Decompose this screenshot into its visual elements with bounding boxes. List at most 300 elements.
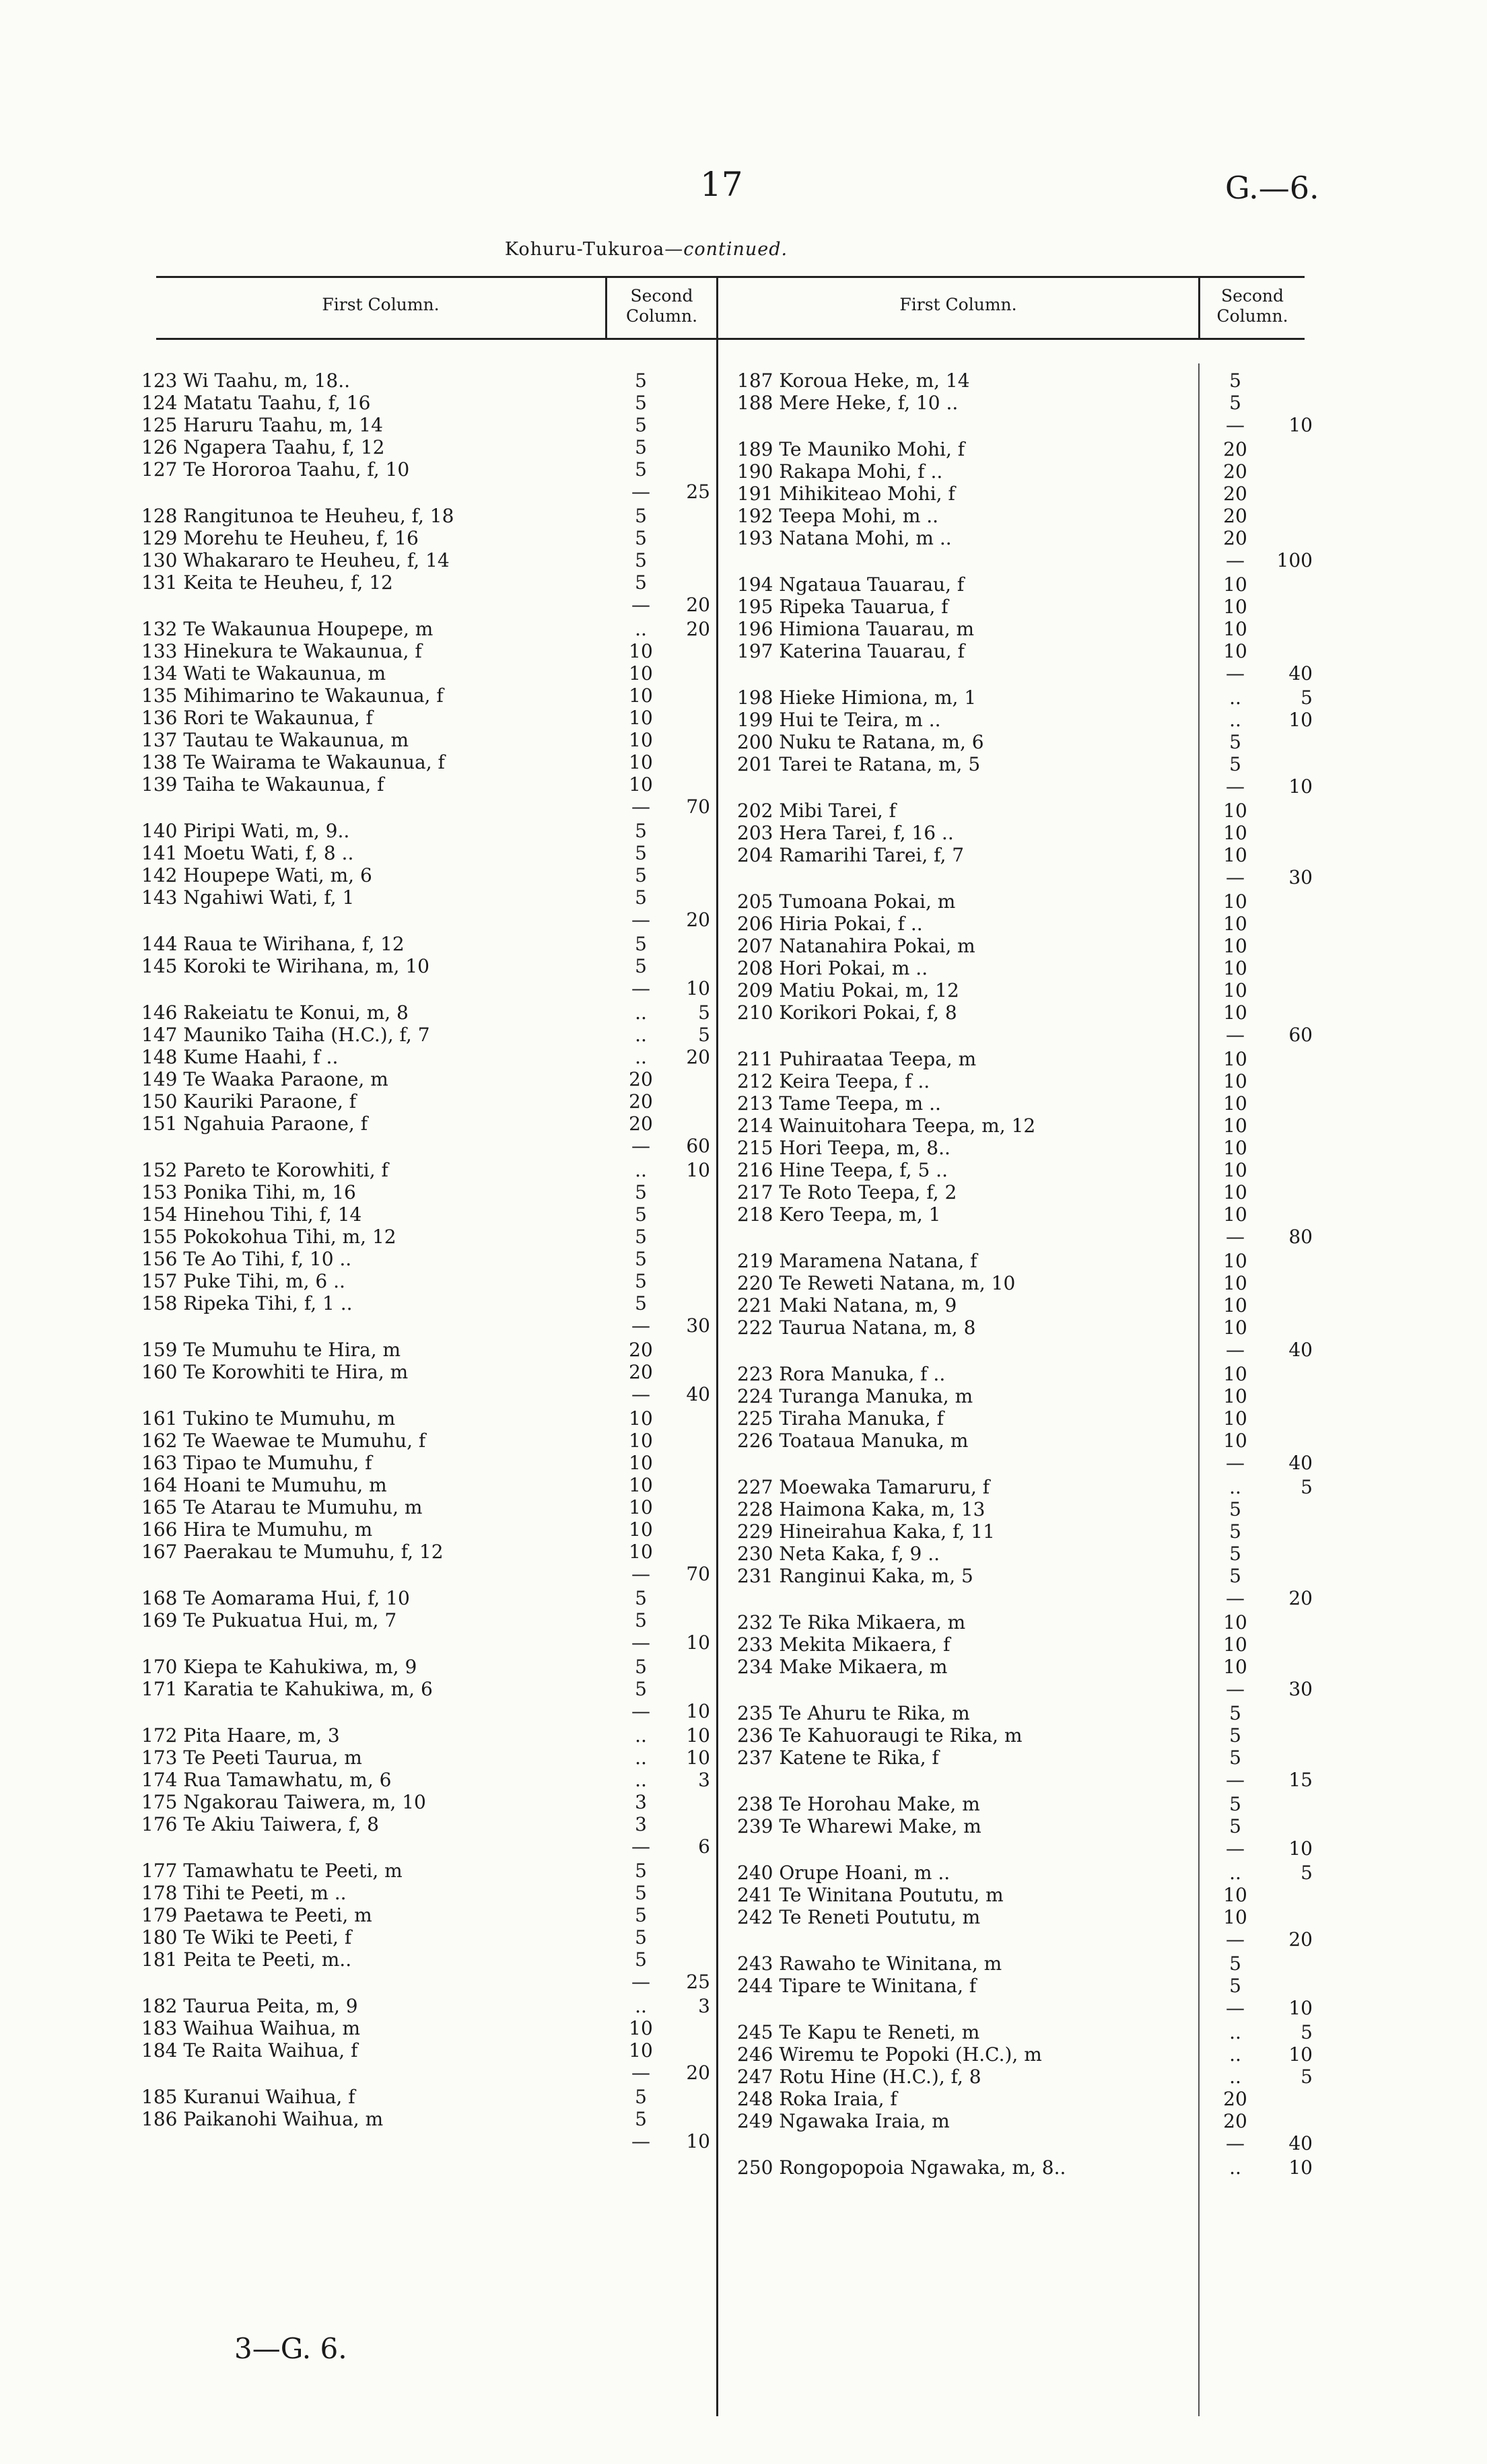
entry-share: 5 xyxy=(635,955,647,977)
entry-share: 10 xyxy=(1223,935,1247,957)
entry-name: 132 Te Wakaunua Houpepe, m xyxy=(141,618,434,640)
entry-share: 5 xyxy=(635,1656,647,1678)
entry-name: 169 Te Pukuatua Hui, m, 7 xyxy=(141,1609,397,1631)
entry-name: 127 Te Hororoa Taahu, f, 10 xyxy=(141,458,410,481)
entry-name: 221 Maki Natana, m, 9 xyxy=(737,1294,957,1316)
entry-total: 10 xyxy=(1288,709,1313,731)
entry-name: 199 Hui te Teira, m .. xyxy=(737,709,941,731)
entry-share: 20 xyxy=(629,1068,653,1090)
entry-share: .. xyxy=(1229,709,1241,731)
entry-share: 5 xyxy=(635,1904,647,1926)
subtotal-dash: — xyxy=(631,2130,650,2152)
entry-name: 139 Taiha te Wakaunua, f xyxy=(141,773,384,796)
entry-name: 171 Karatia te Kahukiwa, m, 6 xyxy=(141,1678,433,1700)
subtotal-dash: — xyxy=(1226,1837,1245,1860)
entry-name: 223 Rora Manuka, f .. xyxy=(737,1363,946,1385)
entry-total: 3 xyxy=(698,1769,710,1791)
entry-name: 239 Te Wharewi Make, m xyxy=(737,1815,981,1837)
header-bottom-rule xyxy=(156,338,1305,340)
entry-name: 142 Houpepe Wati, m, 6 xyxy=(141,864,372,886)
entry-name: 179 Paetawa te Peeti, m xyxy=(141,1904,372,1926)
entry-share: 5 xyxy=(1229,1702,1241,1724)
entry-name: 155 Pokokohua Tihi, m, 12 xyxy=(141,1226,396,1248)
entry-total: 5 xyxy=(698,1024,710,1046)
entry-name: 143 Ngahiwi Wati, f, 1 xyxy=(141,886,355,909)
entry-share: 5 xyxy=(635,1248,647,1270)
entry-share: 10 xyxy=(629,729,653,751)
entry-name: 244 Tipare te Winitana, f xyxy=(737,1975,977,1997)
entry-share: 5 xyxy=(635,2108,647,2130)
entry-name: 146 Rakeiatu te Konui, m, 8 xyxy=(141,1001,409,1024)
subtotal-dash: — xyxy=(631,1135,650,1157)
entry-share: 5 xyxy=(1229,1975,1241,1997)
entry-share: 10 xyxy=(629,751,653,773)
entry-name: 166 Hira te Mumuhu, m xyxy=(141,1518,373,1541)
entry-share: .. xyxy=(635,1995,647,2017)
subtotal-dash: — xyxy=(1226,1928,1245,1950)
entry-name: 164 Hoani te Mumuhu, m xyxy=(141,1474,387,1496)
entry-share: 10 xyxy=(1223,800,1247,822)
entry-name: 182 Taurua Peita, m, 9 xyxy=(141,1995,358,2017)
entry-share: .. xyxy=(635,1724,647,1747)
entry-share: 10 xyxy=(629,640,653,662)
subtotal-dash: — xyxy=(631,2062,650,2084)
entry-total: 10 xyxy=(1288,2156,1313,2179)
entry-name: 130 Whakararo te Heuheu, f, 14 xyxy=(141,549,450,571)
page-number: 17 xyxy=(700,165,743,204)
entry-share: 5 xyxy=(635,1587,647,1609)
entry-share: 10 xyxy=(629,2039,653,2062)
entry-name: 198 Hieke Himiona, m, 1 xyxy=(737,687,977,709)
entry-name: 232 Te Rika Mikaera, m xyxy=(737,1611,966,1633)
entry-share: 5 xyxy=(635,1678,647,1700)
entry-name: 209 Matiu Pokai, m, 12 xyxy=(737,979,959,1001)
entry-total: 5 xyxy=(1301,1862,1313,1884)
entry-name: 194 Ngataua Tauarau, f xyxy=(737,573,965,596)
entry-share: 10 xyxy=(1223,1294,1247,1316)
entry-name: 135 Mihimarino te Wakaunua, f xyxy=(141,684,444,707)
entry-name: 138 Te Wairama te Wakaunua, f xyxy=(141,751,445,773)
section-title xyxy=(0,239,1292,260)
entry-share: 10 xyxy=(1223,1611,1247,1633)
entry-name: 124 Matatu Taahu, f, 16 xyxy=(141,392,371,414)
entry-total: 5 xyxy=(1301,2066,1313,2088)
entry-share: 5 xyxy=(635,1270,647,1292)
entry-total: 10 xyxy=(1288,1997,1313,2019)
entry-share: 5 xyxy=(635,820,647,842)
entry-share: 10 xyxy=(1223,1656,1247,1678)
entry-total: 25 xyxy=(686,481,710,503)
entry-share: 5 xyxy=(1229,1747,1241,1769)
entry-share: 10 xyxy=(1223,844,1247,866)
table-top-rule xyxy=(156,276,1305,278)
subtotal-dash: — xyxy=(1226,549,1245,571)
entry-share: 5 xyxy=(1229,1498,1241,1520)
entry-name: 156 Te Ao Tihi, f, 10 .. xyxy=(141,1248,352,1270)
entry-share: 10 xyxy=(1223,640,1247,662)
entry-share: 20 xyxy=(1223,2088,1247,2110)
entry-name: 168 Te Aomarama Hui, f, 10 xyxy=(141,1587,410,1609)
subtotal-dash: — xyxy=(631,1563,650,1585)
entry-name: 192 Teepa Mohi, m .. xyxy=(737,505,939,527)
entry-total: 40 xyxy=(1288,1339,1313,1361)
entry-name: 225 Tiraha Manuka, f xyxy=(737,1407,944,1430)
entry-share: 5 xyxy=(635,392,647,414)
entry-name: 210 Korikori Pokai, f, 8 xyxy=(737,1001,957,1024)
entry-share: 10 xyxy=(629,1474,653,1496)
entry-name: 202 Mibi Tarei, f xyxy=(737,800,897,822)
right-second-column-header xyxy=(1200,286,1305,326)
entry-total: 40 xyxy=(1288,1452,1313,1474)
entry-name: 229 Hineirahua Kaka, f, 11 xyxy=(737,1520,995,1543)
entry-name: 187 Koroua Heke, m, 14 xyxy=(737,369,970,392)
entry-share: 10 xyxy=(1223,618,1247,640)
entry-share: 10 xyxy=(1223,1385,1247,1407)
entry-total: 20 xyxy=(686,618,710,640)
entry-share: 5 xyxy=(635,1860,647,1882)
entry-share: .. xyxy=(1229,2066,1241,2088)
subtotal-dash: — xyxy=(631,796,650,818)
entry-share: 10 xyxy=(1223,1272,1247,1294)
entry-share: 5 xyxy=(635,1226,647,1248)
entry-share: 10 xyxy=(1223,596,1247,618)
entry-total: 40 xyxy=(1288,662,1313,684)
entry-name: 148 Kume Haahi, f .. xyxy=(141,1046,339,1068)
entry-name: 152 Pareto te Korowhiti, f xyxy=(141,1159,388,1181)
entry-name: 145 Koroki te Wirihana, m, 10 xyxy=(141,955,429,977)
entry-share: 10 xyxy=(1223,1633,1247,1656)
entry-name: 246 Wiremu te Popoki (H.C.), m xyxy=(737,2043,1042,2066)
entry-share: 20 xyxy=(629,1090,653,1113)
entry-share: 10 xyxy=(1223,913,1247,935)
entry-total: 20 xyxy=(686,1046,710,1068)
entry-share: 10 xyxy=(1223,1092,1247,1115)
entry-share: 5 xyxy=(1229,731,1241,753)
entry-share: 3 xyxy=(635,1813,647,1835)
entry-share: 5 xyxy=(635,549,647,571)
entry-total: 20 xyxy=(1288,1928,1313,1950)
entry-name: 157 Puke Tihi, m, 6 .. xyxy=(141,1270,345,1292)
entry-total: 10 xyxy=(686,1747,710,1769)
entry-share: .. xyxy=(1229,2156,1241,2179)
entry-share: 10 xyxy=(629,1407,653,1430)
entry-total: 40 xyxy=(1288,2132,1313,2154)
entry-share: 5 xyxy=(635,505,647,527)
entry-name: 149 Te Waaka Paraone, m xyxy=(141,1068,388,1090)
entry-share: 5 xyxy=(635,1926,647,1948)
entry-share: 10 xyxy=(629,2017,653,2039)
entry-share: 10 xyxy=(629,707,653,729)
entry-share: 10 xyxy=(1223,822,1247,844)
entry-name: 141 Moetu Wati, f, 8 .. xyxy=(141,842,354,864)
entry-name: 206 Hiria Pokai, f .. xyxy=(737,913,923,935)
entry-share: 5 xyxy=(635,1609,647,1631)
subtotal-dash: — xyxy=(1226,414,1245,436)
entry-total: 30 xyxy=(1288,866,1313,888)
entry-share: 5 xyxy=(1229,1952,1241,1975)
entry-name: 181 Peita te Peeti, m.. xyxy=(141,1948,352,1971)
right-second-header-l1: Second xyxy=(1220,286,1284,306)
entry-name: 249 Ngawaka Iraia, m xyxy=(737,2110,950,2132)
entry-name: 136 Rori te Wakaunua, f xyxy=(141,707,373,729)
entry-total: 10 xyxy=(1288,775,1313,798)
entry-name: 241 Te Winitana Poututu, m xyxy=(737,1884,1004,1906)
subtotal-dash: — xyxy=(1226,1226,1245,1248)
entry-share: 10 xyxy=(629,1518,653,1541)
entry-name: 247 Rotu Hine (H.C.), f, 8 xyxy=(737,2066,981,2088)
entry-share: .. xyxy=(635,1769,647,1791)
subtotal-dash: — xyxy=(1226,1339,1245,1361)
entry-share: 5 xyxy=(635,458,647,481)
entry-name: 140 Piripi Wati, m, 9.. xyxy=(141,820,350,842)
entry-share: .. xyxy=(1229,2043,1241,2066)
entry-name: 214 Wainuitohara Teepa, m, 12 xyxy=(737,1115,1036,1137)
entry-share: 5 xyxy=(635,436,647,458)
entry-share: 10 xyxy=(1223,1316,1247,1339)
entry-name: 245 Te Kapu te Reneti, m xyxy=(737,2021,980,2043)
entry-share: 10 xyxy=(1223,1407,1247,1430)
entry-share: 5 xyxy=(1229,1793,1241,1815)
right-second-header-l2: Column. xyxy=(1216,306,1288,326)
entry-name: 222 Taurua Natana, m, 8 xyxy=(737,1316,976,1339)
subtotal-dash: — xyxy=(631,481,650,503)
entry-name: 126 Ngapera Taahu, f, 12 xyxy=(141,436,385,458)
entry-share: .. xyxy=(635,1159,647,1181)
entry-name: 242 Te Reneti Poututu, m xyxy=(737,1906,981,1928)
subtotal-dash: — xyxy=(631,1835,650,1858)
subtotal-dash: — xyxy=(1226,1997,1245,2019)
entry-name: 195 Ripeka Tauarua, f xyxy=(737,596,948,618)
entry-total: 10 xyxy=(686,1724,710,1747)
entry-share: 10 xyxy=(1223,1363,1247,1385)
entry-name: 226 Toataua Manuka, m xyxy=(737,1430,969,1452)
entry-name: 193 Natana Mohi, m .. xyxy=(737,527,952,549)
entry-share: 10 xyxy=(629,662,653,684)
entry-share: 20 xyxy=(1223,483,1247,505)
subtotal-dash: — xyxy=(1226,1769,1245,1791)
entry-total: 60 xyxy=(686,1135,710,1157)
entry-share: 10 xyxy=(1223,1250,1247,1272)
entry-share: 5 xyxy=(1229,369,1241,392)
entry-name: 180 Te Wiki te Peeti, f xyxy=(141,1926,352,1948)
entry-share: 10 xyxy=(1223,1137,1247,1159)
entry-name: 134 Wati te Wakaunua, m xyxy=(141,662,386,684)
entry-name: 224 Turanga Manuka, m xyxy=(737,1385,973,1407)
entry-share: 5 xyxy=(635,571,647,594)
left-second-column-header xyxy=(607,286,716,326)
entry-share: 10 xyxy=(629,1452,653,1474)
entry-share: .. xyxy=(1229,1862,1241,1884)
entry-share: 20 xyxy=(629,1339,653,1361)
entry-name: 186 Paikanohi Waihua, m xyxy=(141,2108,384,2130)
entry-name: 163 Tipao te Mumuhu, f xyxy=(141,1452,372,1474)
entry-share: 20 xyxy=(629,1361,653,1383)
divider-middle xyxy=(716,276,718,2416)
entry-share: 5 xyxy=(635,369,647,392)
entry-share: 5 xyxy=(635,527,647,549)
entry-name: 174 Rua Tamawhatu, m, 6 xyxy=(141,1769,392,1791)
entry-name: 167 Paerakau te Mumuhu, f, 12 xyxy=(141,1541,444,1563)
entry-name: 237 Katene te Rika, f xyxy=(737,1747,939,1769)
entry-name: 159 Te Mumuhu te Hira, m xyxy=(141,1339,401,1361)
entry-total: 20 xyxy=(686,594,710,616)
entry-share: 10 xyxy=(629,773,653,796)
entry-total: 5 xyxy=(1301,2021,1313,2043)
entry-name: 231 Ranginui Kaka, m, 5 xyxy=(737,1565,973,1587)
entry-share: 20 xyxy=(1223,438,1247,460)
entry-share: 10 xyxy=(1223,1906,1247,1928)
left-second-header-l2: Column. xyxy=(625,306,698,326)
entry-name: 173 Te Peeti Taurua, m xyxy=(141,1747,362,1769)
entry-share: 5 xyxy=(635,1948,647,1971)
entry-name: 200 Nuku te Ratana, m, 6 xyxy=(737,731,984,753)
entry-name: 188 Mere Heke, f, 10 .. xyxy=(737,392,959,414)
entry-total: 70 xyxy=(686,796,710,818)
entry-share: .. xyxy=(635,1046,647,1068)
entry-name: 160 Te Korowhiti te Hira, m xyxy=(141,1361,409,1383)
entry-total: 40 xyxy=(686,1383,710,1405)
entry-total: 20 xyxy=(686,909,710,931)
entry-total: 25 xyxy=(686,1971,710,1993)
entry-share: 10 xyxy=(1223,1048,1247,1070)
entry-name: 234 Make Mikaera, m xyxy=(737,1656,948,1678)
entry-name: 178 Tihi te Peeti, m .. xyxy=(141,1882,347,1904)
entry-total: 10 xyxy=(686,2130,710,2152)
entry-share: 5 xyxy=(635,933,647,955)
entry-name: 144 Raua te Wirihana, f, 12 xyxy=(141,933,405,955)
entry-share: .. xyxy=(1229,2021,1241,2043)
entry-total: 3 xyxy=(698,1995,710,2017)
entry-share: 5 xyxy=(635,1203,647,1226)
subtotal-dash: — xyxy=(1226,1452,1245,1474)
entry-name: 129 Morehu te Heuheu, f, 16 xyxy=(141,527,419,549)
left-second-header-l1: Second xyxy=(630,286,693,306)
page-footer: 3—G. 6. xyxy=(234,2332,347,2365)
subtotal-dash: — xyxy=(631,1314,650,1337)
title-main: Kohuru-Tukuroa— xyxy=(504,239,684,260)
entry-share: 5 xyxy=(1229,1724,1241,1747)
entry-name: 161 Tukino te Mumuhu, m xyxy=(141,1407,396,1430)
entry-name: 154 Hinehou Tihi, f, 14 xyxy=(141,1203,362,1226)
entry-share: .. xyxy=(635,1001,647,1024)
entry-name: 235 Te Ahuru te Rika, m xyxy=(737,1702,970,1724)
subtotal-dash: — xyxy=(1226,662,1245,684)
divider-right-second-body xyxy=(1198,363,1200,2416)
entry-share: 5 xyxy=(1229,392,1241,414)
entry-total: 10 xyxy=(1288,414,1313,436)
entry-share: 10 xyxy=(1223,890,1247,913)
entry-name: 205 Tumoana Pokai, m xyxy=(737,890,956,913)
entry-share: 10 xyxy=(1223,1001,1247,1024)
entry-name: 213 Tame Teepa, m .. xyxy=(737,1092,941,1115)
entry-share: 20 xyxy=(1223,460,1247,483)
entry-share: 5 xyxy=(1229,1565,1241,1587)
entry-share: .. xyxy=(635,618,647,640)
entry-name: 183 Waihua Waihua, m xyxy=(141,2017,361,2039)
entry-name: 220 Te Reweti Natana, m, 10 xyxy=(737,1272,1016,1294)
entry-name: 250 Rongopopoia Ngawaka, m, 8.. xyxy=(737,2156,1066,2179)
entry-name: 123 Wi Taahu, m, 18.. xyxy=(141,369,351,392)
entry-name: 217 Te Roto Teepa, f, 2 xyxy=(737,1181,957,1203)
entry-share: 3 xyxy=(635,1791,647,1813)
entry-total: 15 xyxy=(1288,1769,1313,1791)
entry-name: 238 Te Horohau Make, m xyxy=(737,1793,980,1815)
entry-total: 100 xyxy=(1276,549,1313,571)
entry-name: 228 Haimona Kaka, m, 13 xyxy=(737,1498,985,1520)
entry-name: 208 Hori Pokai, m .. xyxy=(737,957,928,979)
subtotal-dash: — xyxy=(1226,1587,1245,1609)
entry-total: 5 xyxy=(698,1001,710,1024)
left-first-column-header: First Column. xyxy=(322,295,440,314)
entry-name: 162 Te Waewae te Mumuhu, f xyxy=(141,1430,426,1452)
entry-name: 204 Ramarihi Tarei, f, 7 xyxy=(737,844,965,866)
entry-share: 10 xyxy=(1223,1884,1247,1906)
entry-total: 10 xyxy=(686,1631,710,1654)
entry-name: 184 Te Raita Waihua, f xyxy=(141,2039,358,2062)
entry-total: 5 xyxy=(1301,687,1313,709)
entry-share: 5 xyxy=(635,414,647,436)
right-first-column-header: First Column. xyxy=(899,295,1017,314)
entry-name: 185 Kuranui Waihua, f xyxy=(141,2086,355,2108)
entry-name: 233 Mekita Mikaera, f xyxy=(737,1633,950,1656)
entry-share: 5 xyxy=(1229,753,1241,775)
entry-total: 6 xyxy=(698,1835,710,1858)
entry-name: 150 Kauriki Paraone, f xyxy=(141,1090,357,1113)
subtotal-dash: — xyxy=(1226,866,1245,888)
entry-name: 201 Tarei te Ratana, m, 5 xyxy=(737,753,981,775)
entry-share: 20 xyxy=(1223,505,1247,527)
entry-name: 172 Pita Haare, m, 3 xyxy=(141,1724,340,1747)
subtotal-dash: — xyxy=(1226,2132,1245,2154)
subtotal-dash: — xyxy=(1226,1678,1245,1700)
subtotal-dash: — xyxy=(631,909,650,931)
subtotal-dash: — xyxy=(631,594,650,616)
subtotal-dash: — xyxy=(631,977,650,999)
entry-share: .. xyxy=(635,1747,647,1769)
entry-share: 10 xyxy=(1223,1430,1247,1452)
entry-name: 137 Tautau te Wakaunua, m xyxy=(141,729,409,751)
entry-total: 10 xyxy=(686,1700,710,1722)
subtotal-dash: — xyxy=(631,1971,650,1993)
entry-share: 20 xyxy=(1223,527,1247,549)
entry-share: 10 xyxy=(629,1496,653,1518)
entry-share: 5 xyxy=(635,1181,647,1203)
entry-name: 131 Keita te Heuheu, f, 12 xyxy=(141,571,393,594)
entry-total: 10 xyxy=(1288,2043,1313,2066)
entry-total: 5 xyxy=(1301,1476,1313,1498)
subtotal-dash: — xyxy=(631,1631,650,1654)
entry-share: 5 xyxy=(635,842,647,864)
entry-name: 177 Tamawhatu te Peeti, m xyxy=(141,1860,403,1882)
entry-share: 5 xyxy=(1229,1543,1241,1565)
entry-total: 10 xyxy=(686,977,710,999)
entry-total: 30 xyxy=(1288,1678,1313,1700)
entry-share: 10 xyxy=(1223,1070,1247,1092)
entry-name: 158 Ripeka Tihi, f, 1 .. xyxy=(141,1292,353,1314)
entry-name: 147 Mauniko Taiha (H.C.), f, 7 xyxy=(141,1024,430,1046)
entry-name: 215 Hori Teepa, m, 8.. xyxy=(737,1137,950,1159)
entry-total: 20 xyxy=(686,2062,710,2084)
entry-share: .. xyxy=(635,1024,647,1046)
entry-name: 176 Te Akiu Taiwera, f, 8 xyxy=(141,1813,379,1835)
entry-name: 197 Katerina Tauarau, f xyxy=(737,640,965,662)
entry-share: 5 xyxy=(635,886,647,909)
entry-share: 10 xyxy=(1223,1181,1247,1203)
entry-share: 10 xyxy=(1223,1203,1247,1226)
entry-share: 10 xyxy=(1223,979,1247,1001)
entry-name: 190 Rakapa Mohi, f .. xyxy=(737,460,943,483)
entry-name: 175 Ngakorau Taiwera, m, 10 xyxy=(141,1791,426,1813)
